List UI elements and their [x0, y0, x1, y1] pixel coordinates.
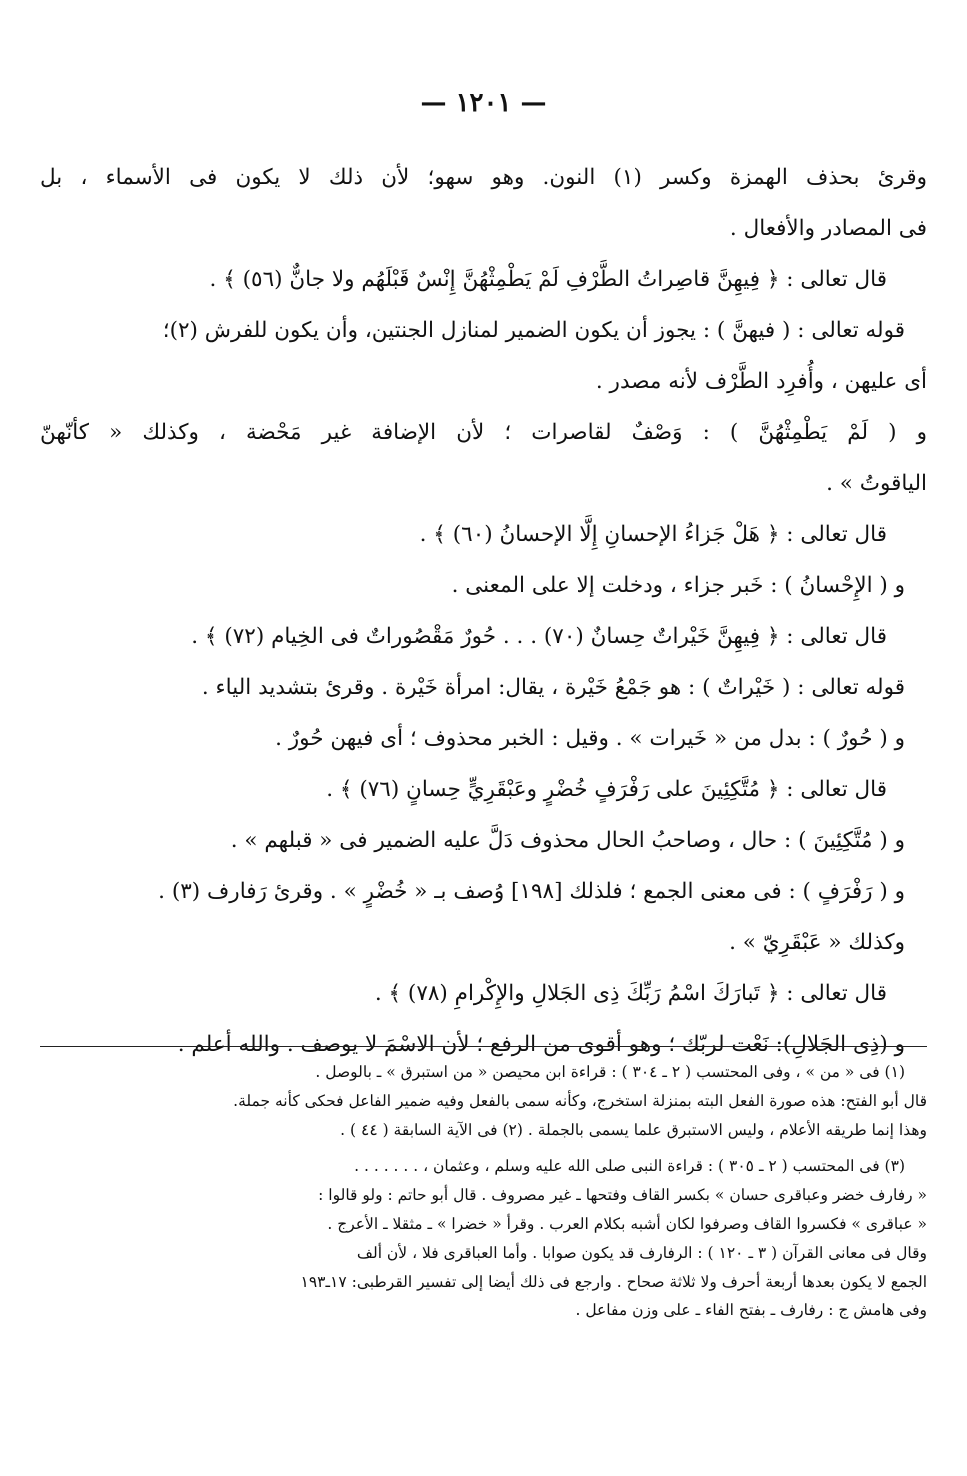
verse-line: قال تعالى : ﴿ مُتَّكِئِينَ على رَفْرَفٍ خُضْرٍ وعَبْقَرِيٍّ حِسانٍ (٧٦) ﴾ . — [326, 777, 887, 802]
text-line: و (ذِى الجَلالِ): نَعْت لربّك ؛ وهو أقوى من الرفع ؛ لأن الاسْمَ لا يوصف . والله أعلم . — [177, 1032, 905, 1057]
text-line: وكذلك « عَبْقَرِيّ » . — [729, 930, 905, 955]
text-line: و ( حُورٌ ) : بدل من « خَيرات » . وقيل : الخبر محذوف ؛ أى فيهن حُورٌ . — [275, 726, 905, 751]
footnote-line: « عباقرى » فكسروا القاف وصرفوا لكان أشبه بكلام العرب . وقرأ « خضرا » ـ مثقلا ـ الأعرج . — [327, 1214, 927, 1233]
text-line: الياقوتُ » . — [826, 471, 927, 496]
footnote-line: (٣) فى المحتسب ( ٢ ـ ٣٠٥ ) : قراءة النبى صلى الله عليه وسلم ، وعثمان ، . . . . . . . — [354, 1157, 905, 1176]
text-line: و ( رَفْرَفٍ ) : فى معنى الجمع ؛ فلذلك [١٩٨] وُصف بـ « خُضْرٍ » . وقرئ رَفارف (٣) . — [158, 879, 905, 904]
text-line: قوله تعالى : ( فيهنَّ ) : يجوز أن يكون الضمير لمنازل الجنتين، وأن يكون للفرش (٢)؛ — [162, 318, 905, 343]
text-line: و ( الإِحْسانُ ) : خَبر جزاء ، ودخلت إلا على المعنى . — [451, 573, 905, 598]
text-line: فى المصادر والأفعال . — [729, 216, 927, 241]
main-text — [40, 152, 927, 1070]
text-line: و ( لَمْ يَطْمِثْهُنَّ ) : وَصْفٌ لقاصرات ؛ لأن الإضافة غير مَحْضة ، وكذلك « كأنّهنّ — [40, 420, 927, 445]
footnote-divider — [40, 1046, 927, 1047]
page-number: — ١٢٠١ — — [420, 88, 547, 118]
footnote-line: الجمع لا يكون بعدها أربعة أحرف ولا ثلاثة صحاح . وارجع فى ذلك أيضا إلى تفسير القرطبى: ١٧ـ١٩٣ — [300, 1272, 927, 1291]
footnote-line: وهذا إنما طريقه الأعلام ، وليس الاستبرق علما يسمى بالجملة . (٢) فى الآية السابقة ( ٤٤ ) . — [340, 1120, 927, 1139]
verse-line: قال تعالى : ﴿ فِيهِنَّ قاصِراتُ الطَّرْفِ لَمْ يَطْمِثْهُنَّ إِنْسٌ قَبْلَهُم ولا جانٌّ (٥٦) ﴾ . — [209, 267, 887, 292]
footnote-line: قال أبو الفتح: هذه صورة الفعل البته بمنزلة استخرج، وكأنه سمى بالفعل وفيه ضمير الفاعل فحكى كأنه جملة. — [233, 1091, 927, 1110]
footnote-line: وفى هامش ج : رفارف ـ بفتح الفاء ـ على وزن مفاعل . — [575, 1301, 927, 1320]
footnote-line: وقال فى معانى القرآن ( ٣ ـ ١٢٠ ) : الرفارف قد يكون صوابا . وأما العباقرى فلا ، لأن ألف — [356, 1243, 927, 1262]
text-line: أى عليهن ، وأُفرِد الطَّرْف لأنه مصدر . — [595, 369, 927, 394]
footnotes — [40, 1058, 927, 1325]
text-line: قوله تعالى : ( خَيْراتٌ ) : هو جَمْعُ خَيْرة ، يقال: امرأة خَيْرة . وقرئ بتشديد الياء . — [201, 675, 905, 700]
text-line: و ( مُتَّكِئِينَ ) : حال ، وصاحبُ الحال محذوف دَلَّ عليه الضمير فى « قبلهم » . — [230, 828, 905, 853]
verse-line: قال تعالى : ﴿ تَبارَكَ اسْمُ رَبِّكَ ذِى الجَلالِ والإِكْرامِ (٧٨) ﴾ . — [374, 981, 887, 1006]
text-line: وقرئ بحذف الهمزة وكسر (١) النون. وهو سهو؛ لأن ذلك لا يكون فى الأسماء ، بل — [40, 165, 927, 190]
footnote-line: (١) فى « من » ، وفى المحتسب ( ٢ ـ ٣٠٤ ) : قراءة ابن محيصن « من استبرق » ـ بالوصل . — [315, 1063, 905, 1081]
footnote-line: « رفارف خضر وعباقرى حسان » بكسر القاف وفتحها ـ غير مصروف . قال أبو حاتم : ولو قالوا : — [318, 1186, 927, 1205]
footnote-gap — [40, 1144, 927, 1152]
verse-line: قال تعالى : ﴿ هَلْ جَزاءُ الإحسانِ إِلَّا الإحسانُ (٦٠) ﴾ . — [419, 522, 887, 547]
verse-line: قال تعالى : ﴿ فِيهِنَّ خَيْراتٌ حِسانٌ (٧٠) . . . حُورٌ مَقْصُوراتٌ فى الخِيام (٧٢) ﴾ . — [191, 624, 887, 649]
